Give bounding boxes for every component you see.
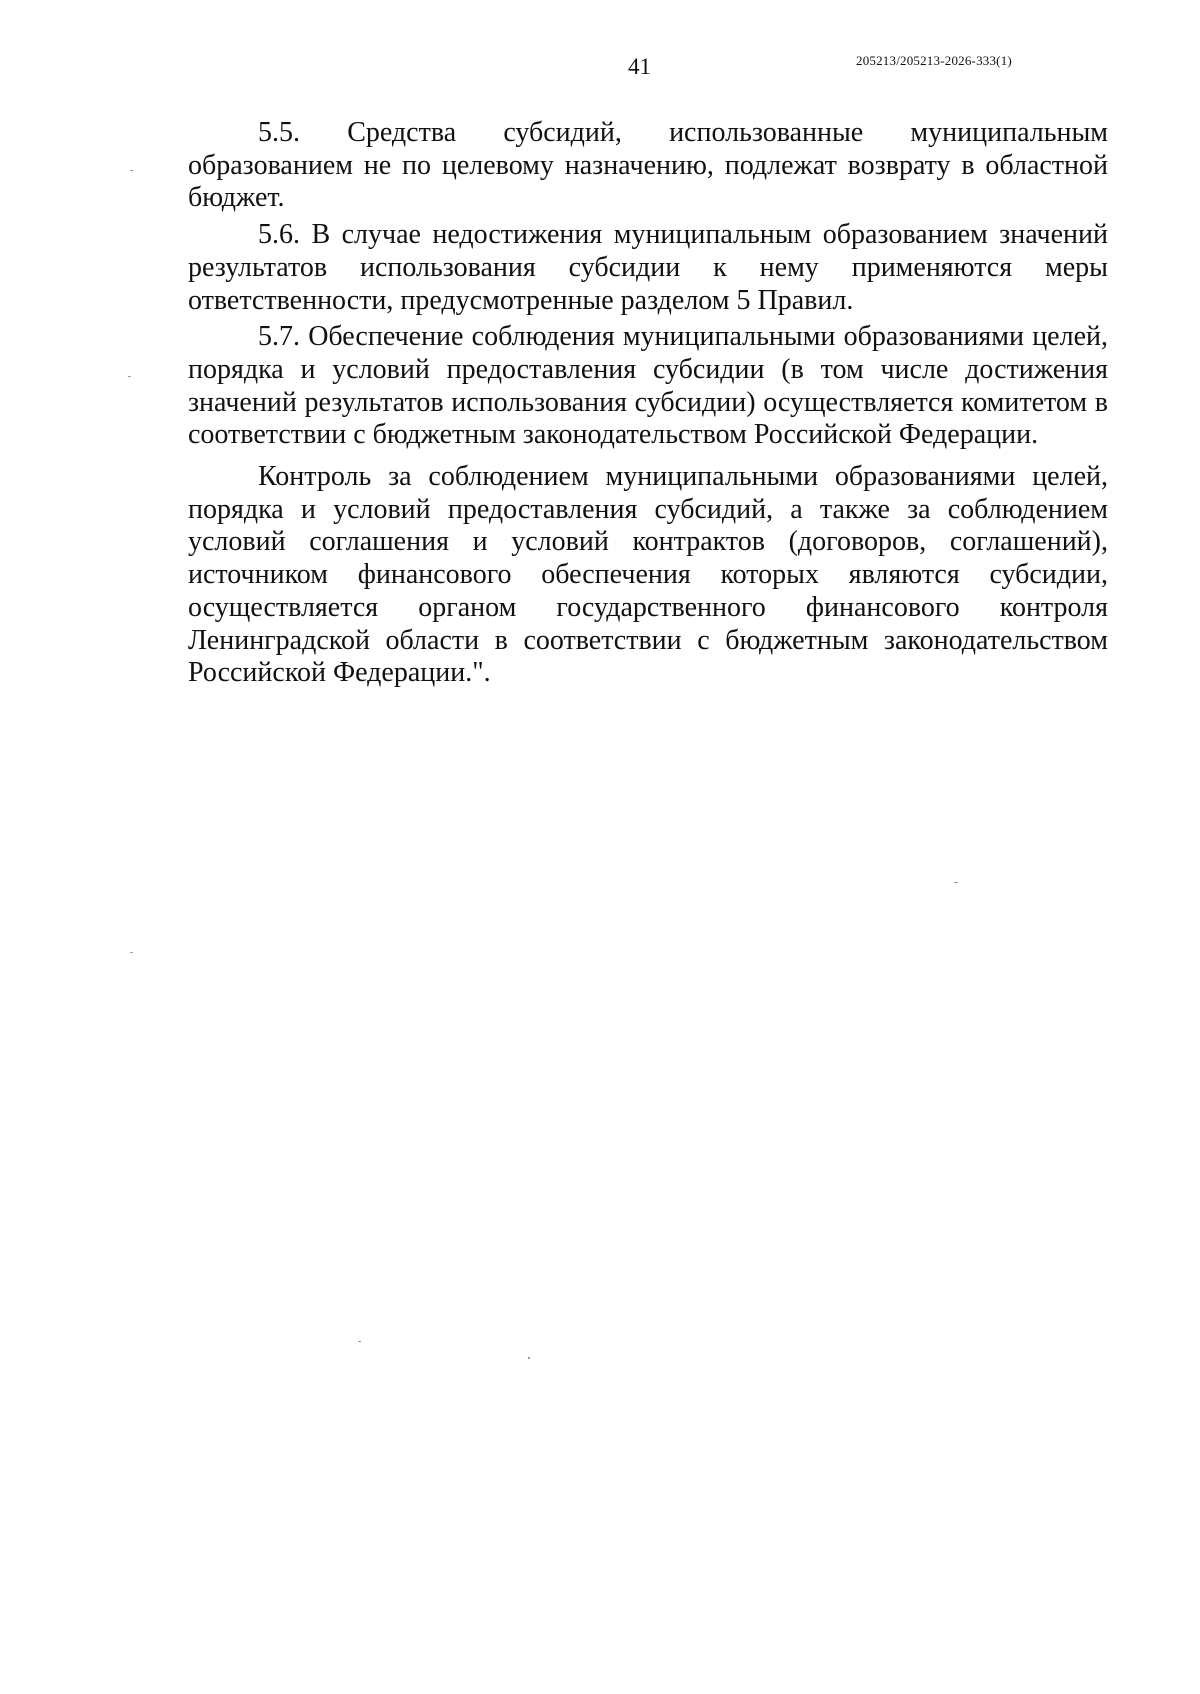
paragraph-5-7: 5.7. Обеспечение соблюдения муниципальными образованиями целей, порядка и условий предоставления субсидии (в том числе достижения значений результатов использования субсидии) осуществляется комитетом в соответствии с бюджетным законодательством Российской Федерации. bbox=[188, 321, 1108, 451]
scan-speck bbox=[528, 1357, 530, 1359]
scan-speck bbox=[130, 952, 133, 953]
scan-speck bbox=[954, 882, 958, 883]
scan-speck bbox=[130, 170, 133, 171]
document-id: 205213/205213-2026-333(1) bbox=[856, 53, 1012, 68]
paragraph-5-6: 5.6. В случае недостижения муниципальным образованием значений результатов использования субсидии к нему применяются меры ответственности, предусмотренные разделом 5 Правил. bbox=[188, 219, 1108, 316]
page-number: 41 bbox=[628, 54, 651, 79]
scan-speck bbox=[128, 376, 131, 377]
document-body bbox=[188, 117, 1108, 690]
scan-speck bbox=[358, 1341, 361, 1342]
paragraph-5-5: 5.5. Средства субсидий, использованные муниципальным образованием не по целевому назначению, подлежат возврату в областной бюджет. bbox=[188, 117, 1108, 214]
paragraph-control: Контроль за соблюдением муниципальными образованиями целей, порядка и условий предоставления субсидий, а также за соблюдением условий соглашения и условий контрактов (договоров, соглашений), источником финансового обеспечения которых являются субсидии, осуществляется органом государственного финансового контроля Ленинградской области в соответствии с бюджетным законодательством Российской Федерации.". bbox=[188, 461, 1108, 689]
